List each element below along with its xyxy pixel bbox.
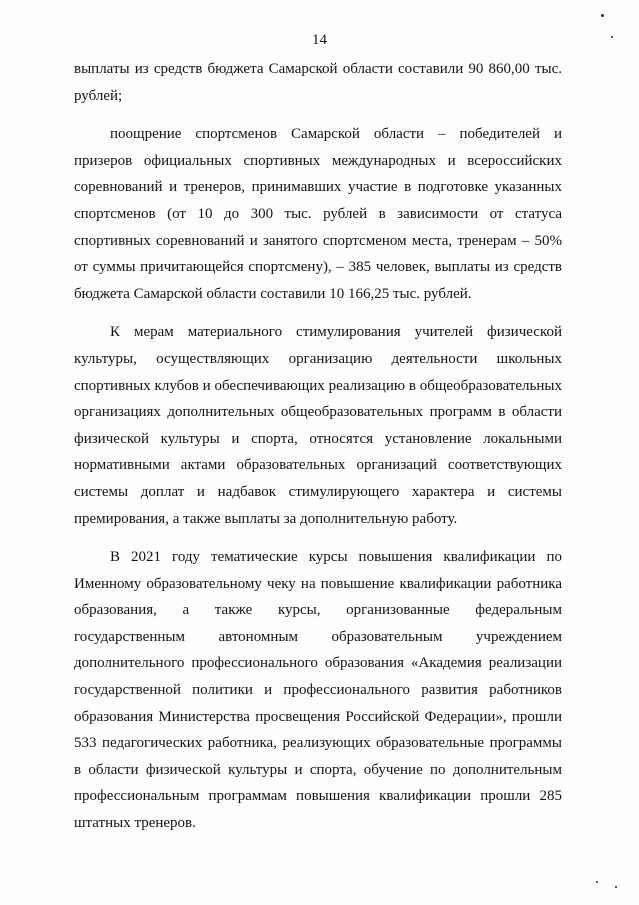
scan-speck xyxy=(615,886,617,888)
paragraph-payments-continuation: выплаты из средств бюджета Самарской области составили 90 860,00 тыс. рублей; xyxy=(74,61,562,104)
paragraph-qualification-courses: В 2021 году тематические курсы повышения квалификации по Именному образовательному чеку на повышение квалификации работника образования, а также курсы, организованные федеральным государственным автономным образовательным учреждением дополнительного профессионального образования «Академия реализации государственной политики и профессионального развития работников образования Министерства просвещения Российской Федерации», прошли 533 педагогических работника, реализующих образовательные программы в области физической культуры и спорта, обучение по дополнительным профессиональным программам повышения квалификации прошли 285 штатных тренеров. xyxy=(74,549,562,832)
paragraph-athlete-rewards: поощрение спортсменов Самарской области – победителей и призеров официальных спортивных международных и всероссийских соревнований и тренеров, принимавших участие в подготовке указанных спортсменов (от 10 до 300 тыс. рублей в зависимости от статуса спортивных соревнований и занятого спортсменом места, тренерам – 50% от суммы причитающейся спортсмену), – 385 человек, выплаты из средств бюджета Самарской области составили 10 166,25 тыс. рублей. xyxy=(74,126,562,302)
page-number: 14 xyxy=(312,32,327,48)
paragraph-teacher-incentives: К мерам материального стимулирования учителей физической культуры, осуществляющих организацию деятельности школьных спортивных клубов и обеспечивающих реализацию в общеобразовательных организациях дополнительных общеобразовательных программ в области физической культуры и спорта, относятся установление локальными нормативными актами образовательных организаций соответствующих системы доплат и надбавок стимулирующего характера и системы премирования, а также выплаты за дополнительную работу. xyxy=(74,324,562,527)
scan-speck xyxy=(601,14,604,17)
scan-speck xyxy=(596,881,598,883)
document-body xyxy=(74,56,562,837)
